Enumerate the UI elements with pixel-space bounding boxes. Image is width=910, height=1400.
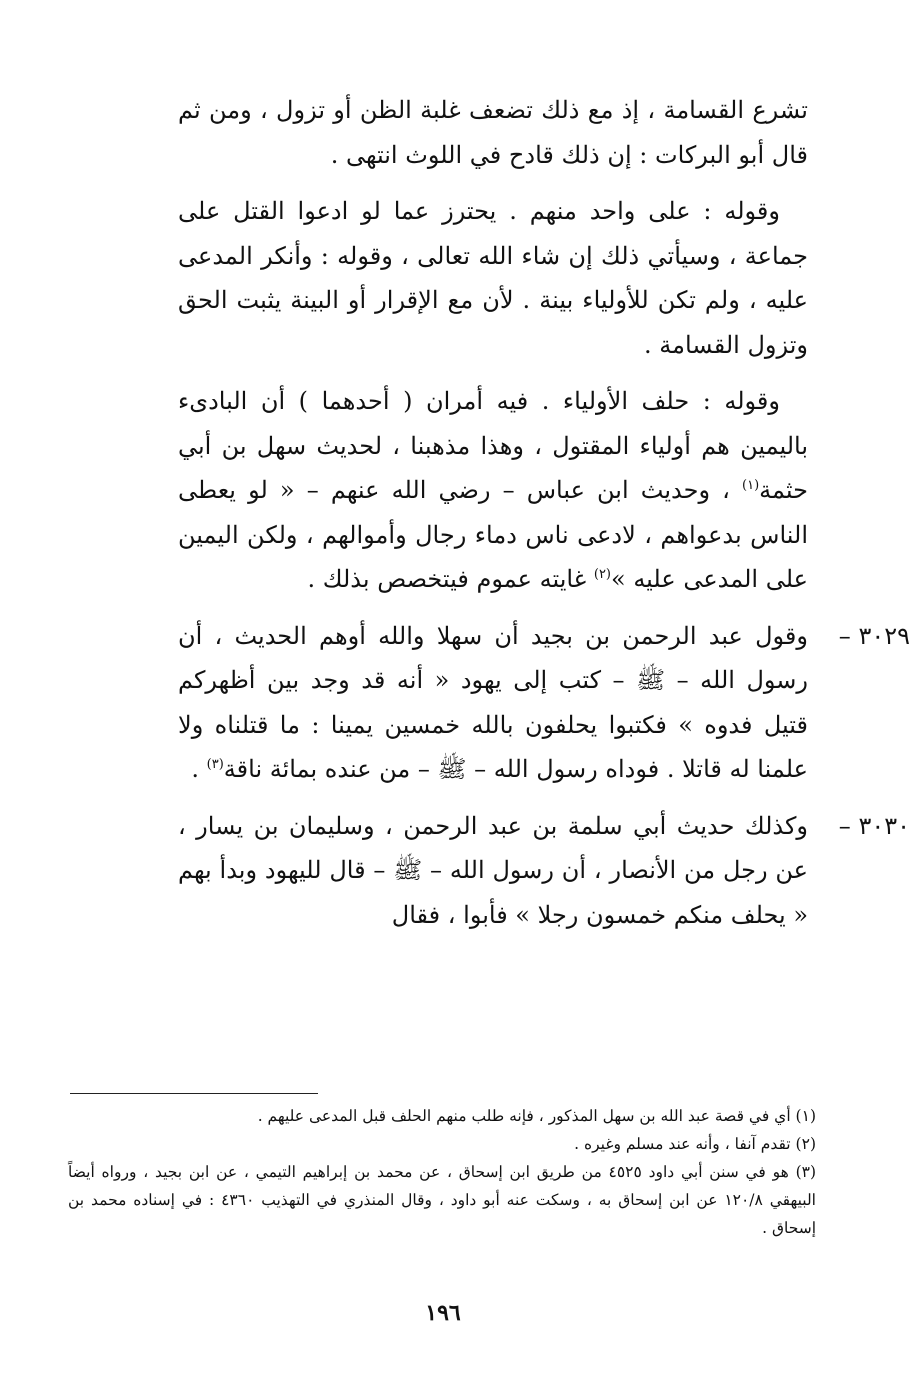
page-number: ١٩٦	[425, 1300, 461, 1326]
footnote-ref-3[interactable]: (٣)	[206, 757, 224, 772]
footnote-2: (٢) تقدم آنفا ، وأنه عند مسلم وغيره .	[574, 1135, 816, 1153]
footnotes	[68, 1102, 816, 1242]
main-text	[178, 88, 910, 949]
numbered-text: وكذلك حديث أبي سلمة بن عبد الرحمن ، وسليمان بن يسار ، عن رجل من الأنصار ، أن رسول الله – ﷺ – قال لليهود وبدأ بهم « يحلف منكم خمسون رجلا » فأبوا ، فقال	[178, 811, 808, 929]
footnote-1: (١) أي في قصة عبد الله بن سهل المذكور ، فإنه طلب منهم الحلف قبل المدعى عليهم .	[257, 1107, 816, 1125]
paragraph-3-text-b: ، وحديث ابن عباس – رضي الله عنهم – « لو يعطى الناس بدعواهم ، لادعى ناس دماء رجال وأموالهم ، ولكن اليمين على المدعى عليه »	[178, 476, 808, 593]
numbered-text-b: .	[191, 755, 207, 783]
paragraph-3	[178, 379, 808, 602]
footnote-ref-2[interactable]: (٢)	[593, 567, 611, 582]
numbered-paragraph-3029	[178, 614, 910, 792]
paragraph-number: ٣٠٢٩ –	[838, 621, 910, 650]
paragraph-3-text-c: غايته عموم فيتخصص بذلك .	[307, 565, 594, 593]
numbered-paragraph-3030	[178, 804, 910, 938]
paragraph-number: ٣٠٣٠ –	[838, 811, 910, 840]
numbered-text-a: وقول عبد الرحمن بن بجيد أن سهلا والله أوهم الحديث ، أن رسول الله – ﷺ – كتب إلى يهود « أنه قد وجد بين أظهركم قتيل فدوه » فكتبوا يحلفون بالله خمسين يمينا : ما قتلناه ولا علمنا له قاتلا . فوداه رسول الله – ﷺ – من عنده بمائة ناقة	[178, 621, 808, 783]
paragraph-1: تشرع القسامة ، إذ مع ذلك تضعف غلبة الظن أو تزول ، ومن ثم قال أبو البركات : إن ذلك قادح في اللوث انتهى .	[178, 96, 808, 169]
footnote-separator	[70, 1093, 318, 1094]
paragraph-3-text-a: وقوله : حلف الأولياء . فيه أمران ( أحدهما ) أن البادىء باليمين هم أولياء المقتول ، وهذا مذهبنا ، لحديث سهل بن أبي حثمة	[178, 387, 808, 504]
footnote-ref-1[interactable]: (١)	[742, 478, 760, 493]
paragraph-2: وقوله : على واحد منهم . يحترز عما لو ادعوا القتل على جماعة ، وسيأتي ذلك إن شاء الله تعالى ، وقوله : وأنكر المدعى عليه ، ولم تكن للأولياء بينة . لأن مع الإقرار أو البينة يثبت الحق وتزول القسامة .	[178, 197, 808, 359]
footnote-3: (٣) هو في سنن أبي داود ٤٥٢٥ من طريق ابن إسحاق ، عن محمد بن إبراهيم التيمي ، عن ابن بجيد ، ورواه أيضاً البيهقي ١٢٠/٨ عن ابن إسحاق به ، وسكت عنه أبو داود ، وقال المنذري في التهذيب ٤٣٦٠ : في إسناده محمد بن إسحاق .	[68, 1163, 817, 1237]
